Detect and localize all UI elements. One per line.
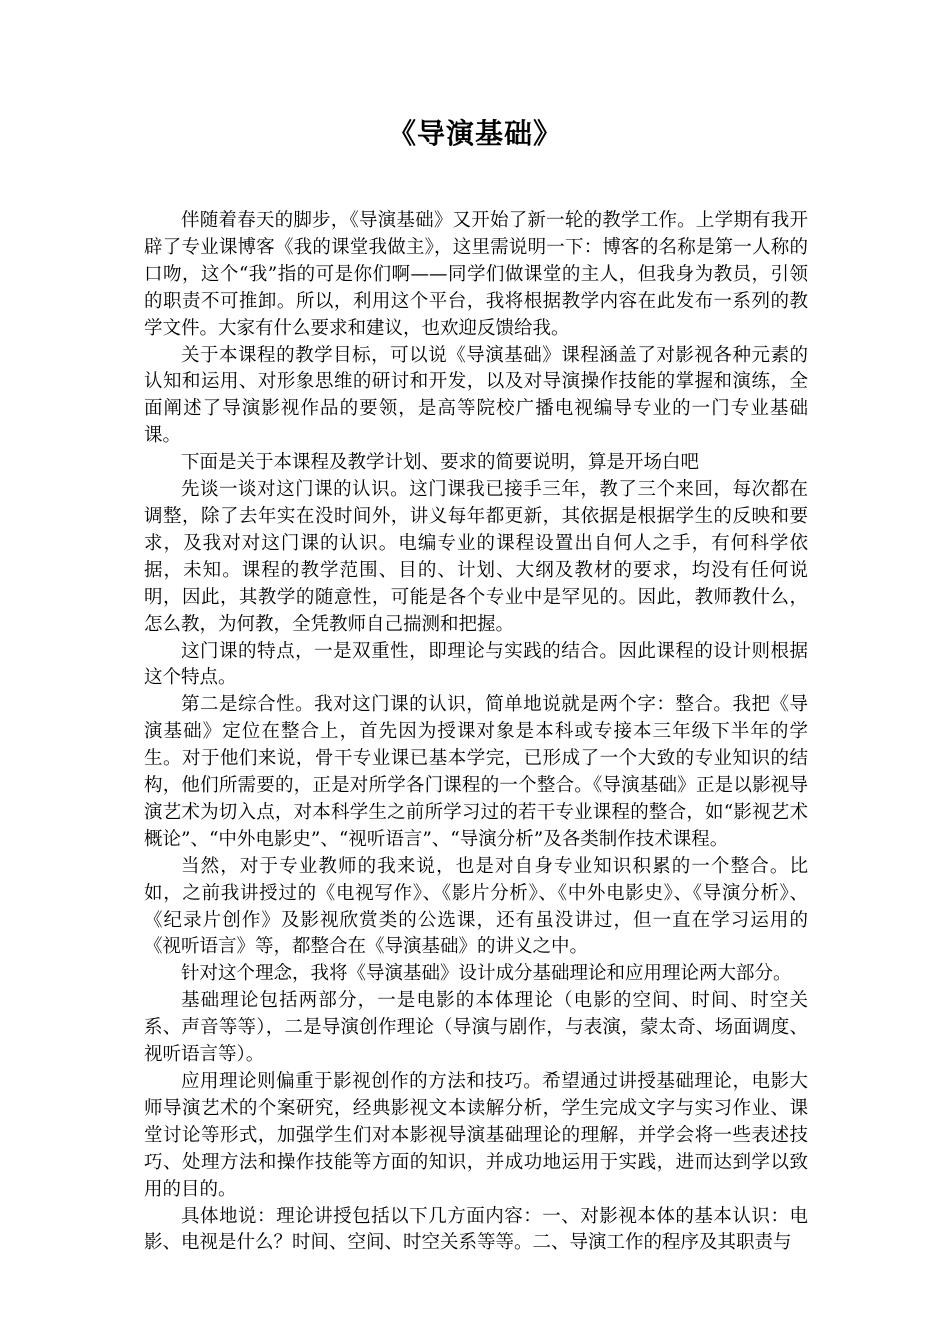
paragraph-4: 先谈一谈对这门课的认识。这门课我已接手三年，教了三个来回，每次都在调整，除了去年实在没时间外，讲义每年都更新，其依据是根据学生的反映和要求，及我对对这门课的认识。电编专业的课程设置出自何人之手，有何科学依据，未知。课程的教学范围、目的、计划、大纲及教材的要求，均没有任何说明，因此，其教学的随意性，可能是各个专业中是罕见的。因此，教师教什么，怎么教，为何教，全凭教师自己揣测和把握。: [144, 479, 808, 635]
paragraph-5: 这门课的特点，一是双重性，即理论与实践的结合。因此课程的设计则根据这个特点。: [144, 640, 808, 689]
paragraph-1: 伴随着春天的脚步，《导演基础》又开始了新一轮的教学工作。上学期有我开辟了专业课博客《我的课堂我做主》，这里需说明一下：博客的名称是第一人称的口吻，这个“我”指的可是你们啊——同学们做课堂的主人，但我身为教员，引领的职责不可推卸。所以，利用这个平台，我将根据教学内容在此发布一系列的教学文件。大家有什么要求和建议，也欢迎反馈给我。: [144, 210, 808, 339]
paragraph-9: 基础理论包括两部分，一是电影的本体理论（电影的空间、时间、时空关系、声音等等），二是导演创作理论（导演与剧作，与表演，蒙太奇、场面调度、视听语言等）。: [144, 990, 808, 1066]
paragraph-3: 下面是关于本课程及教学计划、要求的简要说明，算是开场白吧: [181, 452, 700, 474]
paragraph-10: 应用理论则偏重于影视创作的方法和技巧。希望通过讲授基础理论，电影大师导演艺术的个案研究，经典影视文本读解分析，学生完成文字与实习作业、课堂讨论等形式，加强学生们对本影视导演基础理论的理解，并学会将一些表述技巧、处理方法和操作技能等方面的知识，并成功地运用于实践，进而达到学以致用的目的。: [144, 1071, 808, 1200]
document-body: [144, 208, 808, 1257]
paragraph-6: 第二是综合性。我对这门课的认识，简单地说就是两个字：整合。我把《导演基础》定位在整合上，首先因为授课对象是本科或专接本三年级下半年的学生。对于他们来说，骨干专业课已基本学完，已形成了一个大致的专业知识的结构，他们所需要的，正是对所学各门课程的一个整合。《导演基础》正是以影视导演艺术为切入点，对本科学生之前所学习过的若干专业课程的整合，如“影视艺术概论”、“中外电影史”、“视听语言”、“导演分析”及各类制作技术课程。: [144, 694, 808, 850]
paragraph-11: 具体地说：理论讲授包括以下几方面内容：一、对影视本体的基本认识：电影、电视是什么？时间、空间、时空关系等等。二、导演工作的程序及其职责与: [144, 1205, 808, 1254]
paragraph-7: 当然，对于专业教师的我来说，也是对自身专业知识积累的一个整合。比如，之前我讲授过的《电视写作》、《影片分析》、《中外电影史》、《导演分析》、《纪录片创作》及影视欣赏类的公选课，还有虽没讲过，但一直在学习运用的《视听语言》等，都整合在《导演基础》的讲义之中。: [144, 855, 808, 958]
paragraph-2: 关于本课程的教学目标，可以说《导演基础》课程涵盖了对影视各种元素的认知和运用、对形象思维的研讨和开发，以及对导演操作技能的掌握和演练，全面阐述了导演影视作品的要领，是高等院校广播电视编导专业的一门专业基础课。: [144, 344, 808, 447]
document-title: 《导演基础》: [387, 117, 562, 150]
paragraph-8: 针对这个理念，我将《导演基础》设计成分基础理论和应用理论两大部分。: [181, 963, 792, 985]
